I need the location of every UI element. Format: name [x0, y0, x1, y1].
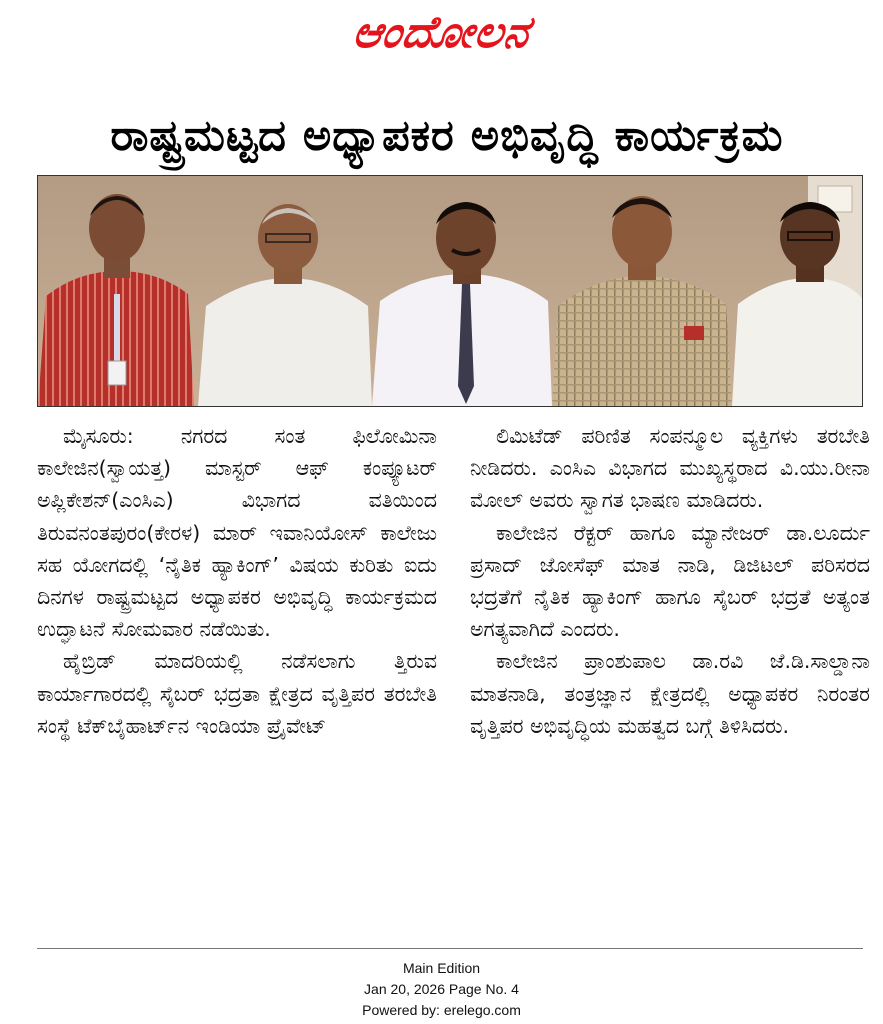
- article-headline: ರಾಷ್ಟ್ರಮಟ್ಟದ ಅಧ್ಯಾಪಕರ ಅಭಿವೃದ್ಧಿ ಕಾರ್ಯಕ್ರಮ: [110, 110, 784, 161]
- footer-divider: [37, 948, 863, 949]
- article-column-left: [37, 420, 437, 742]
- article-paragraph: ಕಾಲೇಜಿನ ಪ್ರಾಂಶುಪಾಲ ಡಾ.ರವಿ ಜೆ.ಡಿ.ಸಾಲ್ಡಾನಾ ಮಾತನಾಡಿ, ತಂತ್ರಜ್ಞಾನ ಕ್ಷೇತ್ರದಲ್ಲಿ ಅಧ್ಯಾಪಕರ ನಿರಂತರ ವೃತ್ತಿಪರ ಅಭಿವೃದ್ಧಿಯ ಮಹತ್ವದ ಬಗ್ಗೆ ತಿಳಿಸಿದರು.: [470, 649, 870, 738]
- article-paragraph: ಕಾಲೇಜಿನ ರೆಕ್ಟರ್ ಹಾಗೂ ಮ್ಯಾನೇಜರ್ ಡಾ.ಲೂರ್ದು ಪ್ರಸಾದ್ ಜೋಸೆಫ್ ಮಾತ ನಾಡಿ, ಡಿಜಿಟಲ್ ಪರಿಸರದ ಭದ್ರತೆಗೆ ನೈತಿಕ ಹ್ಯಾಕಿಂಗ್ ಹಾಗೂ ಸೈಬರ್ ಭದ್ರತೆ ಅತ್ಯಂತ ಅಗತ್ಯವಾಗಿದೆ ಎಂದರು.: [470, 520, 870, 642]
- newspaper-logo: ಆಂದೋಲನ: [349, 7, 534, 58]
- masthead: [0, 0, 883, 66]
- article-column-right: [470, 420, 870, 742]
- page-footer: [0, 958, 883, 1021]
- article-paragraph: ಹೈಬ್ರಿಡ್ ಮಾದರಿಯಲ್ಲಿ ನಡೆಸಲಾಗು ತ್ತಿರುವ ಕಾರ್ಯಾಗಾರದಲ್ಲಿ ಸೈಬರ್ ಭದ್ರತಾ ಕ್ಷೇತ್ರದ ವೃತ್ತಿಪರ ತರಬೇತಿ ಸಂಸ್ಥೆ ಟೆಕ್‌ಬೈಹಾರ್ಟ್‌ನ ಇಂಡಿಯಾ ಪ್ರೈವೇಟ್: [37, 649, 437, 738]
- group-photo-illustration: [38, 176, 862, 406]
- article-body: [37, 420, 870, 910]
- date-page-label: Jan 20, 2026 Page No. 4: [364, 981, 519, 997]
- article-paragraph: ಮೈಸೂರು: ನಗರದ ಸಂತ ಫಿಲೋಮಿನಾ ಕಾಲೇಜಿನ(ಸ್ವಾಯತ್ತ) ಮಾಸ್ಟರ್ ಆಫ್ ಕಂಪ್ಯೂಟರ್ ಅಪ್ಲಿಕೇಶನ್(ಎಂಸಿಎ) ವಿಭಾಗದ ವತಿಯಿಂದ ತಿರುವನಂತಪುರಂ(ಕೇರಳ) ಮಾರ್ ಇವಾನಿಯೋಸ್ ಕಾಲೇಜು ಸಹ ಯೋಗದಲ್ಲಿ ‘ನೈತಿಕ ಹ್ಯಾಕಿಂಗ್’ ವಿಷಯ ಕುರಿತು ಐದು ದಿನಗಳ ರಾಷ್ಟ್ರಮಟ್ಟದ ಅಧ್ಯಾಪಕರ ಅಭಿವೃದ್ಧಿ ಕಾರ್ಯಕ್ರಮದ ಉದ್ಘಾಟನೆ ಸೋಮವಾರ ನಡೆಯಿತು.: [37, 424, 437, 642]
- article-paragraph: ಲಿಮಿಟೆಡ್ ಪರಿಣಿತ ಸಂಪನ್ಮೂಲ ವ್ಯಕ್ತಿಗಳು ತರಬೇತಿ ನೀಡಿದರು. ಎಂಸಿಎ ವಿಭಾಗದ ಮುಖ್ಯಸ್ಥರಾದ ವಿ.ಯು.ರೀನಾ ಮೋಲ್ ಅವರು ಸ್ವಾಗತ ಭಾಷಣ ಮಾಡಿದರು.: [470, 424, 870, 513]
- powered-by-label: Powered by: erelego.com: [362, 1002, 521, 1018]
- edition-label: Main Edition: [402, 960, 481, 976]
- article-photo: [37, 175, 863, 407]
